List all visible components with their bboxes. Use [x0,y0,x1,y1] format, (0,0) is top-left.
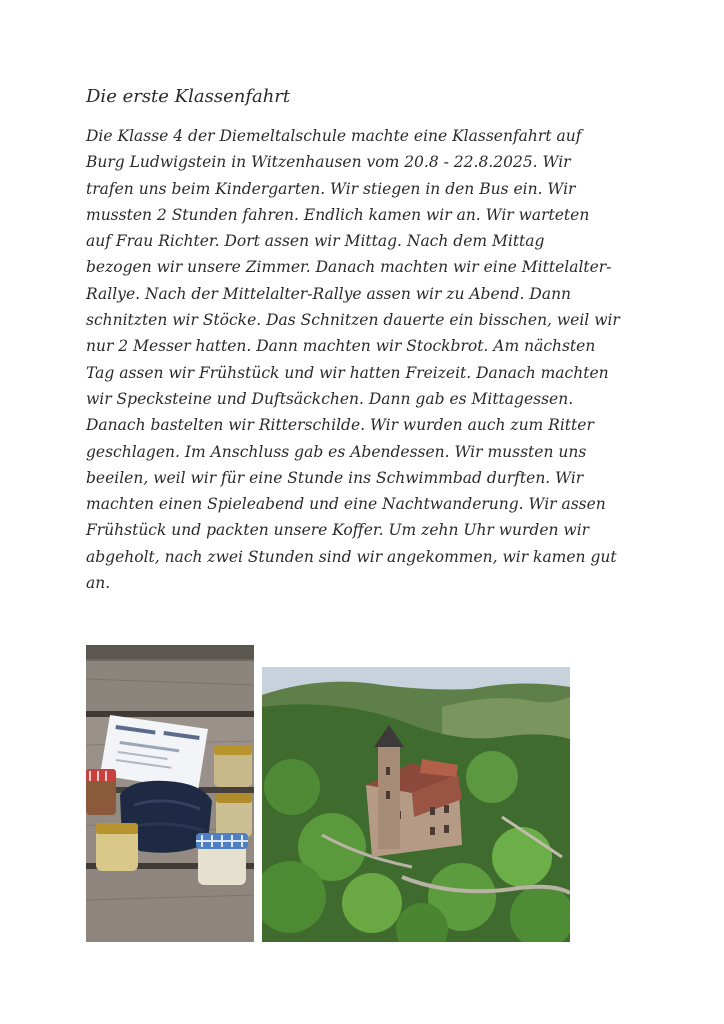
photo-jars-on-bench [86,645,254,942]
body-line: an. [86,574,111,593]
body-line: auf Frau Richter. Dort assen wir Mittag. Nach dem Mittag [86,232,545,251]
body-line: bezogen wir unsere Zimmer. Danach machten wir eine Mittelalter- [86,258,612,277]
body-line: nur 2 Messer hatten. Dann machten wir Stockbrot. Am nächsten [86,337,596,356]
body-line: Danach bastelten wir Ritterschilde. Wir wurden auch zum Ritter [86,416,594,435]
body-line: geschlagen. Im Anschluss gab es Abendessen. Wir mussten uns [86,442,587,461]
body-line: Rallye. Nach der Mittelalter-Rallye assen wir zu Abend. Dann [86,284,572,303]
body-line: Tag assen wir Frühstück und wir hatten Freizeit. Danach machten [86,363,609,382]
body-line: trafen uns beim Kindergarten. Wir stiegen in den Bus ein. Wir [86,179,576,198]
document-title: Die erste Klassenfahrt [86,86,291,107]
photo-burg-ludwigstein [262,667,570,942]
body-line: Frühstück und packten unsere Koffer. Um zehn Uhr wurden wir [86,521,590,540]
body-line: mussten 2 Stunden fahren. Endlich kamen wir an. Wir warteten [86,205,590,224]
body-line: abgeholt, nach zwei Stunden sind wir angekommen, wir kamen gut [86,547,617,566]
body-line: schnitzten wir Stöcke. Das Schnitzen dauerte ein bisschen, weil wir [86,311,620,330]
document-body [86,123,646,596]
body-line: Die Klasse 4 der Diemeltalschule machte eine Klassenfahrt auf [86,127,582,145]
body-line: machten einen Spieleabend und eine Nachtwanderung. Wir assen [86,495,606,514]
body-line: beeilen, weil wir für eine Stunde ins Schwimmbad durften. Wir [86,468,584,487]
body-line: Burg Ludwigstein in Witzenhausen vom 20.8 - 22.8.2025. Wir [86,153,571,172]
body-line: wir Specksteine und Duftsäckchen. Dann gab es Mittagessen. [86,389,574,408]
